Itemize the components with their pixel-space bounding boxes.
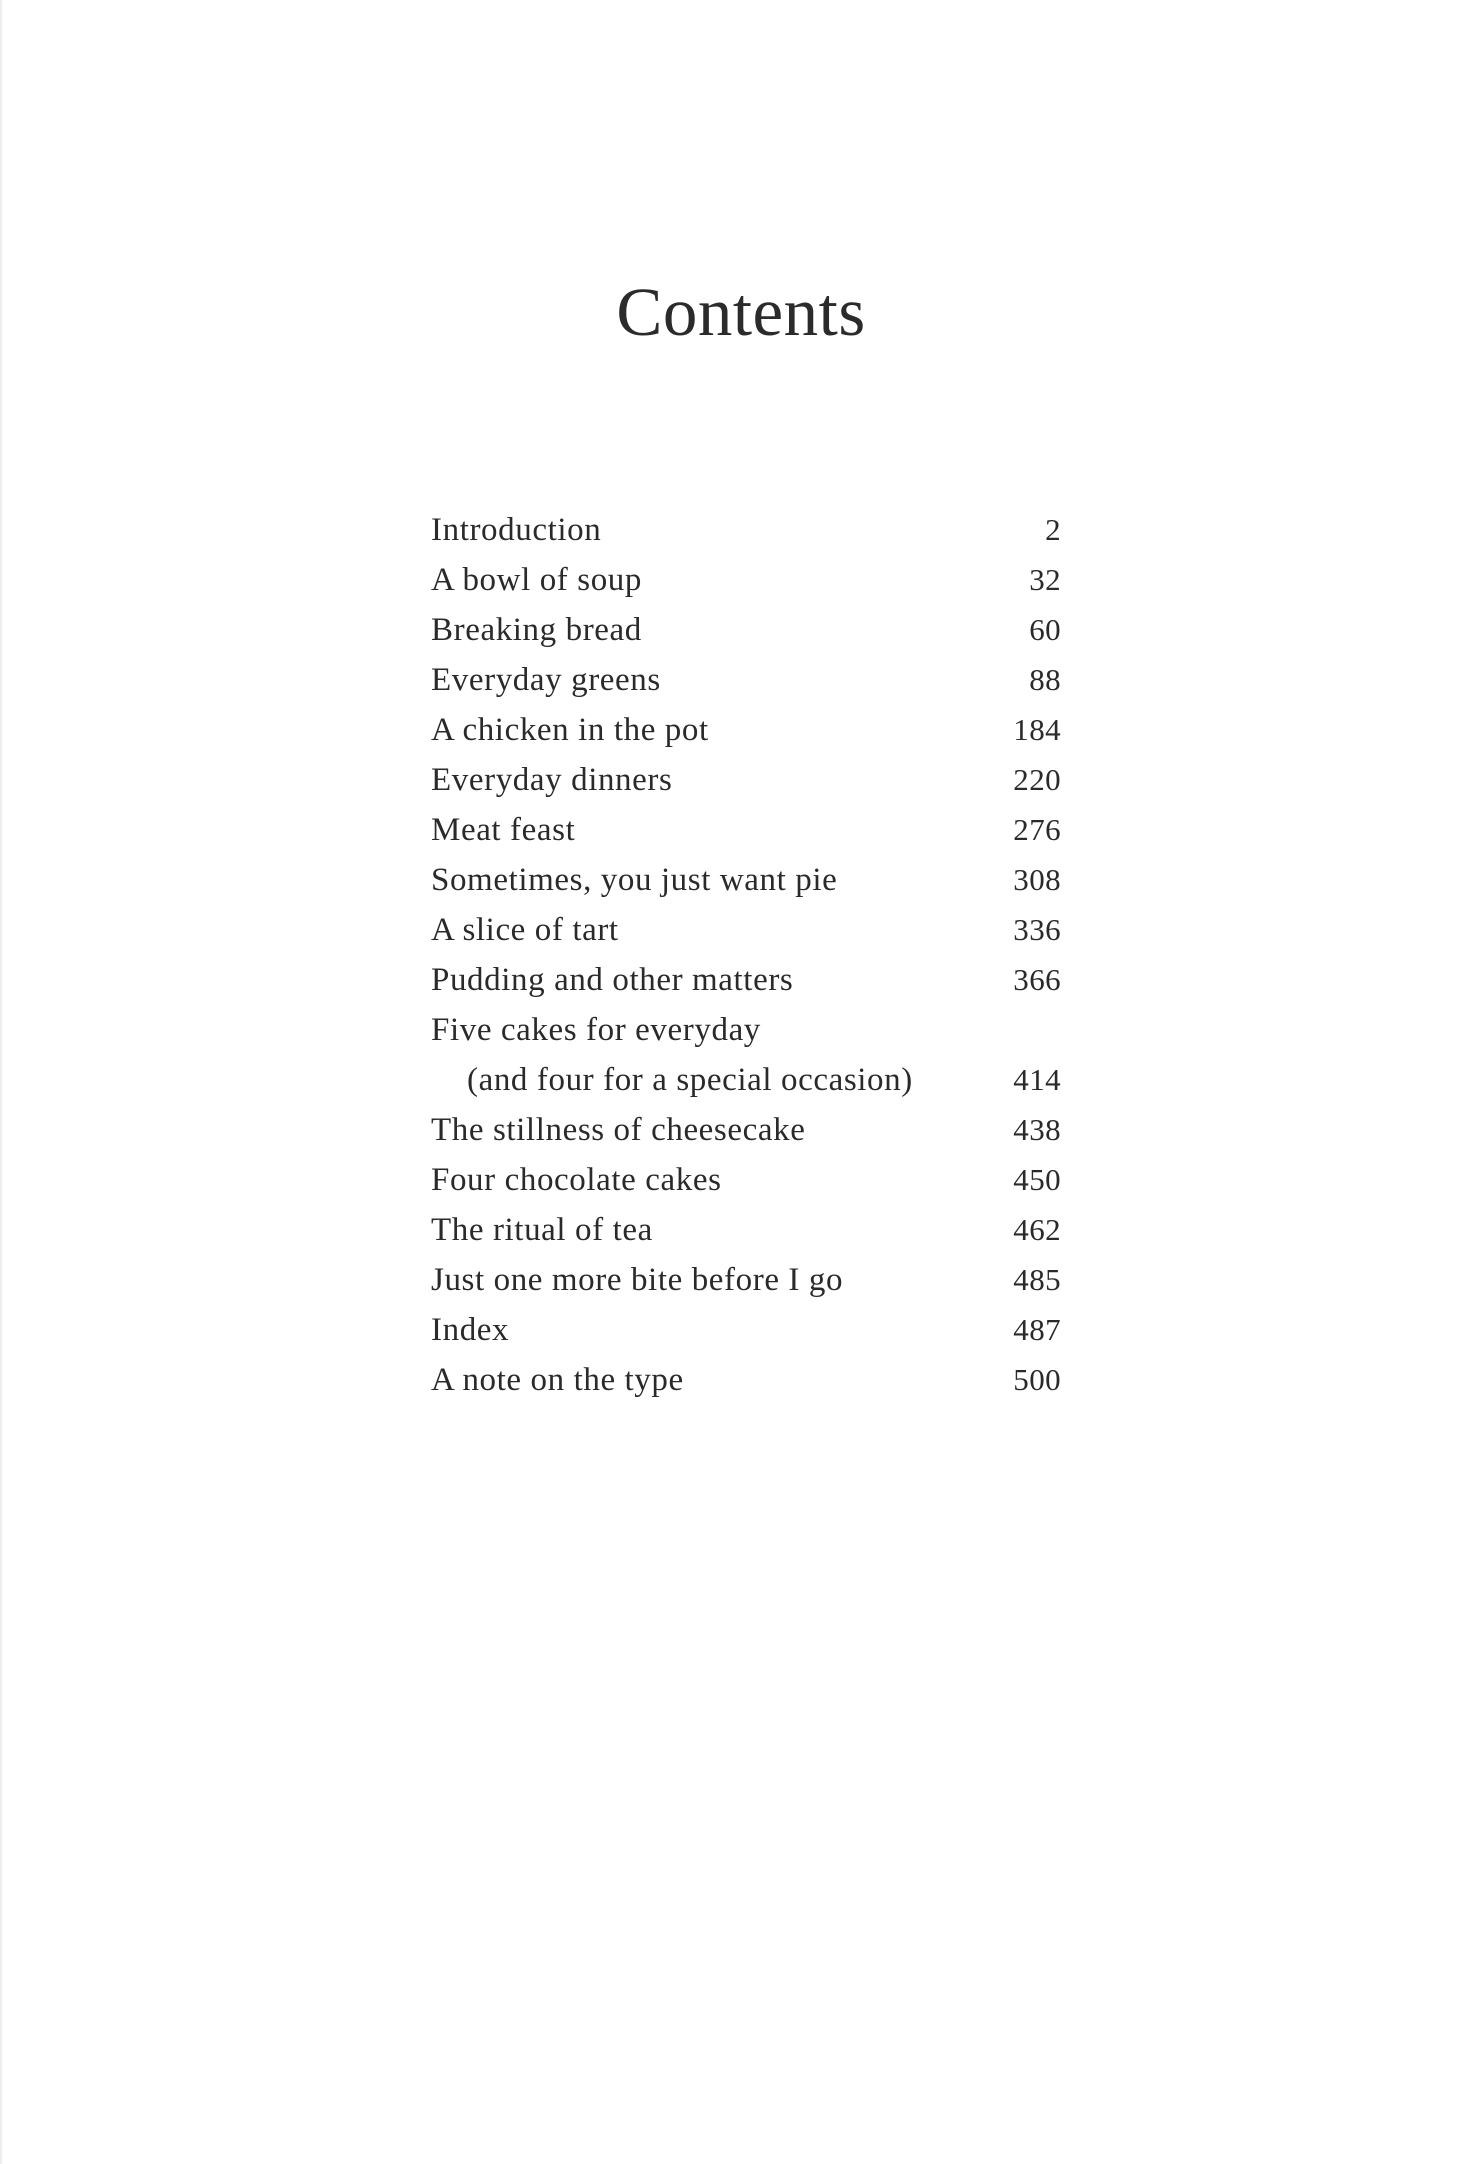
- toc-entry-page: 500: [1013, 1362, 1061, 1397]
- toc-entry-title: Breaking bread: [431, 612, 642, 648]
- toc-entry-page: 60: [1029, 612, 1061, 647]
- toc-entry-page: 276: [1013, 812, 1061, 847]
- page-title: Contents: [616, 274, 866, 350]
- toc-entry: [431, 1105, 1061, 1155]
- toc-entry-title: Introduction: [431, 512, 602, 548]
- toc-entry-page: 336: [1013, 912, 1061, 947]
- toc-entry: [431, 955, 1061, 1005]
- toc-entry-page: 366: [1013, 962, 1061, 997]
- toc-entry: [431, 555, 1061, 605]
- toc-entry-page: 32: [1029, 562, 1061, 597]
- toc-entry-title: A note on the type: [431, 1362, 684, 1398]
- toc-entry: [431, 1005, 1061, 1105]
- toc-entry-page: 308: [1013, 862, 1061, 897]
- toc-entry: [431, 1155, 1061, 1205]
- toc-entry-title: Index: [431, 1312, 510, 1348]
- toc-entry-page: 485: [1013, 1262, 1061, 1297]
- toc-entry: [431, 705, 1061, 755]
- toc-entry-page: 450: [1013, 1162, 1061, 1197]
- toc-entry: [431, 605, 1061, 655]
- toc-entry-title: The ritual of tea: [431, 1212, 653, 1248]
- toc-entry-title: Pudding and other matters: [431, 962, 794, 998]
- toc-entry-title: A chicken in the pot: [431, 712, 709, 748]
- toc-entry: [431, 505, 1061, 555]
- toc-entry: [431, 905, 1061, 955]
- toc-entry-page: 88: [1029, 662, 1061, 697]
- toc-entry-page: 2: [1045, 512, 1061, 547]
- toc-entry: [431, 1305, 1061, 1355]
- toc-entry-page: 438: [1013, 1112, 1061, 1147]
- toc-entry-page: 220: [1013, 762, 1061, 797]
- toc-entry-title: A bowl of soup: [431, 562, 642, 598]
- toc-entry-page: 184: [1013, 712, 1061, 747]
- toc-entry: [431, 1355, 1061, 1405]
- toc-entry: [431, 755, 1061, 805]
- toc-entry-title: Just one more bite before I go: [431, 1262, 844, 1298]
- toc-entry: [431, 805, 1061, 855]
- toc-entry: [431, 1255, 1061, 1305]
- toc-entry-title: Five cakes for everyday: [431, 1012, 761, 1048]
- toc-entry-title: Meat feast: [431, 812, 576, 848]
- toc-entry-title: Everyday greens: [431, 662, 661, 698]
- toc-entry-title: A slice of tart: [431, 912, 619, 948]
- toc-entry: [431, 1205, 1061, 1255]
- toc-entry-page: 462: [1013, 1212, 1061, 1247]
- toc-entry-title: Sometimes, you just want pie: [431, 862, 838, 898]
- toc-entry-title: Everyday dinners: [431, 762, 673, 798]
- toc-entry-page: 487: [1013, 1312, 1061, 1347]
- toc-entry-title: Four chocolate cakes: [431, 1162, 722, 1198]
- table-of-contents: [431, 505, 1061, 1405]
- toc-entry-page: 414: [1013, 1062, 1061, 1097]
- toc-entry-title-continuation: (and four for a special occasion): [467, 1062, 913, 1098]
- toc-entry: [431, 655, 1061, 705]
- toc-entry: [431, 855, 1061, 905]
- toc-entry-title: The stillness of cheesecake: [431, 1112, 806, 1148]
